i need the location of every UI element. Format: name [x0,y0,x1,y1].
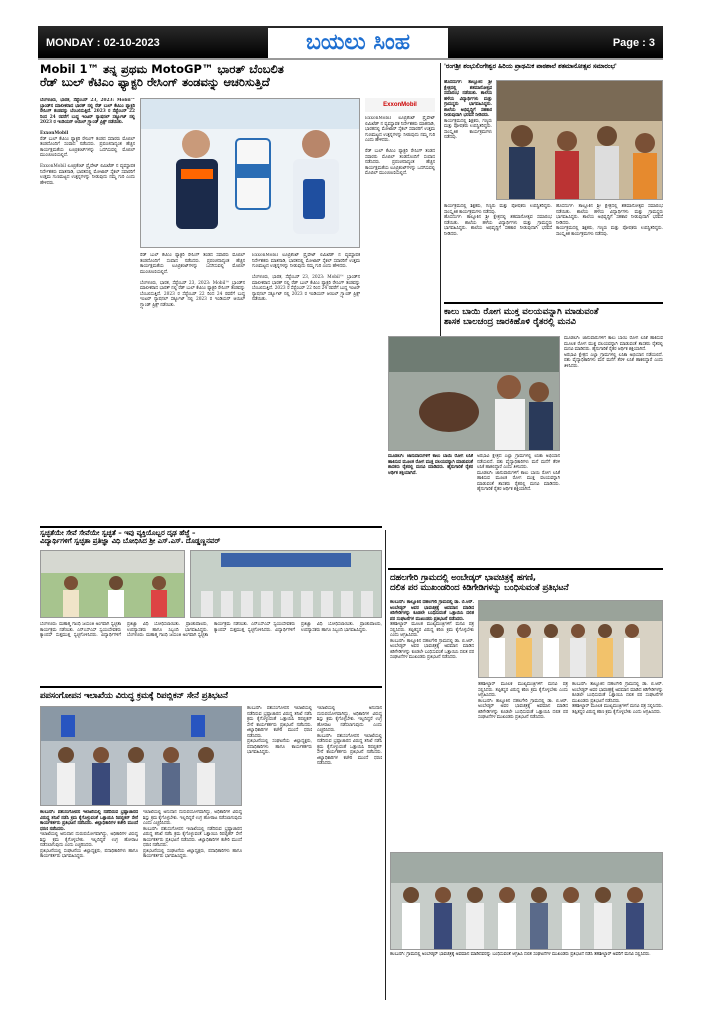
story4-headline-line2: ವಿದ್ಯಾರ್ಥಿಗಳಿಗೆ ಸ್ವಚ್ಛತಾ ಪ್ರತಿಜ್ಞಾ ವಿಧಿ ಬೋಧಿಸಿದ ಶ್ರೀ ಎಸ್.ಎಸ್. ದೊಡ್ಡಣ್ಣನವರ್ [40,536,221,545]
story3-headline [444,308,664,328]
story2-body-col1: ಹೊಸದುರ್ಗ: ತಾಲ್ಲೂಕಿನ ಶ್ರೀ ಕ್ಷೇತ್ರದಲ್ಲಿ ಶತಮಾನೋತ್ಸವ ಸಮಾರಂಭ ನಡೆಯಿತು. ಶಾಲೆಯ ಹಳೆಯ ವಿದ್ಯಾರ್ಥಿಗಳು ಮತ್ತು ಗ್ರಾಮಸ್ಥರು ಭಾಗವಹಿಸಿದ್ದರು. ಶಾಲೆಯ ಅಭಿವೃದ್ಧಿಗೆ ಸಹಕಾರ ನೀಡುವುದಾಗಿ ಭರವಸೆ ನೀಡಿದರು. ಕಾರ್ಯಕ್ರಮದಲ್ಲಿ ಶಿಕ್ಷಕರು, ಗಣ್ಯರು ಮತ್ತು ಪೋಷಕರು ಉಪಸ್ಥಿತರಿದ್ದರು. ಸಾಂಸ್ಕೃತಿಕ ಕಾರ್ಯಕ್ರಮಗಳು ನಡೆದವು. [444,80,492,140]
masthead [38,26,663,60]
story6-body-col1: ಕಲಬುರಗಿ: ಪಶುಸಂಗೋಪನ ಇಲಾಖೆಯಲ್ಲಿ ನಡೆದಿರುವ ಭ್ರಷ್ಟಾಚಾರದ ವಿರುದ್ಧ ತನಿಖೆ ನಡೆಸಿ ಕ್ರಮ ಕೈಗೊಳ್ಳುವಂತೆ ಒತ್ತಾಯಿಸಿ ರಿಪಬ್ಲಿಕನ್ ಸೇನೆ ಕಾರ್ಯಕರ್ತರು ಪ್ರತಿಭಟನೆ ನಡೆಸಿದರು. ಜಿಲ್ಲಾಧಿಕಾರಿಗಳ ಕಚೇರಿ ಮುಂದೆ ಧರಣಿ ನಡೆಸಿದರು. ಇಲಾಖೆಯಲ್ಲಿ ಅನುದಾನ ದುರುಪಯೋಗವಾಗಿದ್ದು, ಅಧಿಕಾರಿಗಳ ವಿರುದ್ಧ ಶಿಸ್ತು ಕ್ರಮ ಕೈಗೊಳ್ಳಬೇಕು. ಇಲ್ಲದಿದ್ದರೆ ಉಗ್ರ ಹೋರಾಟ ನಡೆಸಲಾಗುವುದು ಎಂದು ಎಚ್ಚರಿಸಿದರು. ಪ್ರತಿಭಟನೆಯಲ್ಲಿ ಸಂಘಟನೆಯ ಜಿಲ್ಲಾಧ್ಯಕ್ಷರು, ಪದಾಧಿಕಾರಿಗಳು ಹಾಗೂ ಕಾರ್ಯಕರ್ತರು ಭಾಗವಹಿಸಿದ್ದರು. [40,810,138,859]
story1-body-col1: ಬೆಂಗಳೂರು, ಭಾರತ, ಸೆಪ್ಟೆಂಬರ್ 23, 2023: Mobil™ ಬ್ರಾಂಡ್‌ನ ಮಾಲೀಕರಾದ ಭಾರತ್ ನಲ್ಲಿ ರೆಡ್ ಬುಲ್ ಕೆಟಿಎಂ ಫ್ಯಾಕ್ಟರಿ ರೇಸಿಂಗ್ ತಂಡವನ್ನು ಬೆಂಬಲಿಸುತ್ತಿದೆ. 2023 ರ ಸೆಪ್ಟೆಂಬರ್ 22 ರಿಂದ 24 ರವರೆಗೆ ಬುದ್ಧ ಇಂಟರ್ ನ್ಯಾಷನಲ್ ಸರ್ಕ್ಯೂಟ್ ನಲ್ಲಿ 2023 ರ ಇಂಡಿಯನ್ ಆಯಿಲ್ ಗ್ರ್ಯಾಂಡ್ ಪ್ರಿಕ್ಸ್ ನಡೆಯಿತು. ExxonMobil ರೆಡ್ ಬುಲ್ ಕೆಟಿಎಂ ಫ್ಯಾಕ್ಟರಿ ರೇಸಿಂಗ್ ತಂಡದ ಸವಾರರು ಮೊಬಿಲ್ ತಂಡದೊಂದಿಗೆ ಸಂವಾದ ನಡೆಸಿದರು. ಪ್ರಪಂಚದಾದ್ಯಂತ ಹೆಚ್ಚಿನ ಕಾರ್ಯಕ್ಷಮತೆಯ ಲೂಬ್ರಿಕಂಟ್‌ಗಳನ್ನು ಒದಗಿಸುವಲ್ಲಿ ಮೊಬಿಲ್ ಮುಂಚೂಣಿಯಲ್ಲಿದೆ. ExxonMobil ಲೂಬ್ರಿಕೆಂಟ್ ಪ್ರೈವೇಟ್ ಲಿಮಿಟೆಡ್ ನ ವ್ಯವಸ್ಥಾಪಕ ನಿರ್ದೇಶಕರು ಮಾತನಾಡಿ, ಭಾರತದಲ್ಲಿ ಮೋಟಾರ್ ಸೈಕಲ್ ಸವಾರರಿಗೆ ಉತ್ತಮ ಗುಣಮಟ್ಟದ ಉತ್ಪನ್ನಗಳನ್ನು ನೀಡುವುದು ನಮ್ಮ ಗುರಿ ಎಂದು ಹೇಳಿದರು. [40,98,135,186]
story1-body-col3: ExxonMobil ಲೂಬ್ರಿಕೆಂಟ್ ಪ್ರೈವೇಟ್ ಲಿಮಿಟೆಡ್ ನ ವ್ಯವಸ್ಥಾಪಕ ನಿರ್ದೇಶಕರು ಮಾತನಾಡಿ, ಭಾರತದಲ್ಲಿ ಮೋಟಾರ್ ಸೈಕಲ್ ಸವಾರರಿಗೆ ಉತ್ತಮ ಗುಣಮಟ್ಟದ ಉತ್ಪನ್ನಗಳನ್ನು ನೀಡುವುದು ನಮ್ಮ ಗುರಿ ಎಂದು ಹೇಳಿದರು. ಬೆಂಗಳೂರು, ಭಾರತ, ಸೆಪ್ಟೆಂಬರ್ 23, 2023: Mobil™ ಬ್ರಾಂಡ್‌ನ ಮಾಲೀಕರಾದ ಭಾರತ್ ನಲ್ಲಿ ರೆಡ್ ಬುಲ್ ಕೆಟಿಎಂ ಫ್ಯಾಕ್ಟರಿ ರೇಸಿಂಗ್ ತಂಡವನ್ನು ಬೆಂಬಲಿಸುತ್ತಿದೆ. 2023 ರ ಸೆಪ್ಟೆಂಬರ್ 22 ರಿಂದ 24 ರವರೆಗೆ ಬುದ್ಧ ಇಂಟರ್ ನ್ಯಾಷನಲ್ ಸರ್ಕ್ಯೂಟ್ ನಲ್ಲಿ 2023 ರ ಇಂಡಿಯನ್ ಆಯಿಲ್ ಗ್ರ್ಯಾಂಡ್ ಪ್ರಿಕ್ಸ್ ನಡೆಯಿತು. [252,253,360,302]
story6-body-col2: ಇಲಾಖೆಯಲ್ಲಿ ಅನುದಾನ ದುರುಪಯೋಗವಾಗಿದ್ದು, ಅಧಿಕಾರಿಗಳ ವಿರುದ್ಧ ಶಿಸ್ತು ಕ್ರಮ ಕೈಗೊಳ್ಳಬೇಕು. ಇಲ್ಲದಿದ್ದರೆ ಉಗ್ರ ಹೋರಾಟ ನಡೆಸಲಾಗುವುದು ಎಂದು ಎಚ್ಚರಿಸಿದರು. ಕಲಬುರಗಿ: ಪಶುಸಂಗೋಪನ ಇಲಾಖೆಯಲ್ಲಿ ನಡೆದಿರುವ ಭ್ರಷ್ಟಾಚಾರದ ವಿರುದ್ಧ ತನಿಖೆ ನಡೆಸಿ ಕ್ರಮ ಕೈಗೊಳ್ಳುವಂತೆ ಒತ್ತಾಯಿಸಿ ರಿಪಬ್ಲಿಕನ್ ಸೇನೆ ಕಾರ್ಯಕರ್ತರು ಪ್ರತಿಭಟನೆ ನಡೆಸಿದರು. ಜಿಲ್ಲಾಧಿಕಾರಿಗಳ ಕಚೇರಿ ಮುಂದೆ ಧರಣಿ ನಡೆಸಿದರು. ಪ್ರತಿಭಟನೆಯಲ್ಲಿ ಸಂಘಟನೆಯ ಜಿಲ್ಲಾಧ್ಯಕ್ಷರು, ಪದಾಧಿಕಾರಿಗಳು ಹಾಗೂ ಕಾರ್ಯಕರ್ತರು ಭಾಗವಹಿಸಿದ್ದರು. [143,810,242,859]
section-rule [40,526,382,528]
story6-body-col4: ಇಲಾಖೆಯಲ್ಲಿ ಅನುದಾನ ದುರುಪಯೋಗವಾಗಿದ್ದು, ಅಧಿಕಾರಿಗಳ ವಿರುದ್ಧ ಶಿಸ್ತು ಕ್ರಮ ಕೈಗೊಳ್ಳಬೇಕು. ಇಲ್ಲದಿದ್ದರೆ ಉಗ್ರ ಹೋರಾಟ ನಡೆಸಲಾಗುವುದು ಎಂದು ಎಚ್ಚರಿಸಿದರು. ಕಲಬುರಗಿ: ಪಶುಸಂಗೋಪನ ಇಲಾಖೆಯಲ್ಲಿ ನಡೆದಿರುವ ಭ್ರಷ್ಟಾಚಾರದ ವಿರುದ್ಧ ತನಿಖೆ ನಡೆಸಿ ಕ್ರಮ ಕೈಗೊಳ್ಳುವಂತೆ ಒತ್ತಾಯಿಸಿ ರಿಪಬ್ಲಿಕನ್ ಸೇನೆ ಕಾರ್ಯಕರ್ತರು ಪ್ರತಿಭಟನೆ ನಡೆಸಿದರು. ಜಿಲ್ಲಾಧಿಕಾರಿಗಳ ಕಚೇರಿ ಮುಂದೆ ಧರಣಿ ನಡೆಸಿದರು. [317,706,382,766]
exxonmobil-logo: ExxonMobil [365,98,435,112]
column-divider [440,63,441,343]
story3-headline-line2: ಶಾಸಕ ಬಾಲಚಂದ್ರ ಜಾರಕಿಹೊಳಿ ರೈತರಲ್ಲಿ ಮನವಿ [444,316,576,327]
story4-photo-left [40,550,185,618]
story1-headline [40,63,435,89]
story4-photo-right [190,550,382,618]
story4-body: ಬೆಂಗಳೂರು: ಮಹಾತ್ಮ ಗಾಂಧಿ ಜಯಂತಿ ಅಂಗವಾಗಿ ಸ್ವಚ್ಛತಾ ಕಾರ್ಯಕ್ರಮ ನಡೆಯಿತು. ಎನ್ಎಸ್ಎಸ್ ಸ್ವಯಂಸೇವಕರು ಕ್ಯಾಂಪಸ್ ಸುತ್ತಮುತ್ತ ಸ್ವಚ್ಛಗೊಳಿಸಿದರು. ವಿದ್ಯಾರ್ಥಿಗಳಿಗೆ ಪ್ರತಿಜ್ಞಾ ವಿಧಿ ಬೋಧಿಸಲಾಯಿತು. ಪ್ರಾಂಶುಪಾಲರು, ಉಪನ್ಯಾಸಕರು ಹಾಗೂ ಸಿಬ್ಬಂದಿ ಭಾಗವಹಿಸಿದ್ದರು. ಬೆಂಗಳೂರು: ಮಹಾತ್ಮ ಗಾಂಧಿ ಜಯಂತಿ ಅಂಗವಾಗಿ ಸ್ವಚ್ಛತಾ ಕಾರ್ಯಕ್ರಮ ನಡೆಯಿತು. ಎನ್ಎಸ್ಎಸ್ ಸ್ವಯಂಸೇವಕರು ಕ್ಯಾಂಪಸ್ ಸುತ್ತಮುತ್ತ ಸ್ವಚ್ಛಗೊಳಿಸಿದರು. ವಿದ್ಯಾರ್ಥಿಗಳಿಗೆ ಪ್ರತಿಜ್ಞಾ ವಿಧಿ ಬೋಧಿಸಲಾಯಿತು. ಪ್ರಾಂಶುಪಾಲರು, ಉಪನ್ಯಾಸಕರು ಹಾಗೂ ಸಿಬ್ಬಂದಿ ಭಾಗವಹಿಸಿದ್ದರು. [40,622,382,638]
story5-photo-bottom [390,852,663,950]
students-pledge-image [191,551,382,618]
story3-headline-line1: ಕಾಲು ಬಾಯಿ ರೋಗ ಮುಕ್ತ ವಲಯವನ್ನಾಗಿ ಮಾಡುವಂತೆ [444,307,599,317]
section-rule [388,568,663,570]
cleanliness-event-image [41,551,185,618]
story5-photo-top [478,600,663,678]
story5-caption: ಕಲಬುರಗಿ: ಗ್ರಾಮದಲ್ಲಿ ಅಂಬೇಡ್ಕರ್ ಭಾವಚಿತ್ರಕ್ಕೆ ಅವಮಾನ ಮಾಡಿದವರನ್ನು ಬಂಧಿಸುವಂತೆ ಆಗ್ರಹಿಸಿ ದಲಿತ ಸಂಘಟನೆಗಳ ಮುಖಂಡರು ಪ್ರತಿಭಟನೆ ನಡೆಸಿ ತಹಶೀಲ್ದಾರ್ ಅವರಿಗೆ ಮನವಿ ಸಲ್ಲಿಸಿದರು. [390,952,651,957]
story6-body-col3: ಕಲಬುರಗಿ: ಪಶುಸಂಗೋಪನ ಇಲಾಖೆಯಲ್ಲಿ ನಡೆದಿರುವ ಭ್ರಷ್ಟಾಚಾರದ ವಿರುದ್ಧ ತನಿಖೆ ನಡೆಸಿ ಕ್ರಮ ಕೈಗೊಳ್ಳುವಂತೆ ಒತ್ತಾಯಿಸಿ ರಿಪಬ್ಲಿಕನ್ ಸೇನೆ ಕಾರ್ಯಕರ್ತರು ಪ್ರತಿಭಟನೆ ನಡೆಸಿದರು. ಜಿಲ್ಲಾಧಿಕಾರಿಗಳ ಕಚೇರಿ ಮುಂದೆ ಧರಣಿ ನಡೆಸಿದರು. ಪ್ರತಿಭಟನೆಯಲ್ಲಿ ಸಂಘಟನೆಯ ಜಿಲ್ಲಾಧ್ಯಕ್ಷರು, ಪದಾಧಿಕಾರಿಗಳು ಹಾಗೂ ಕಾರ್ಯಕರ್ತರು ಭಾಗವಹಿಸಿದ್ದರು. [247,706,312,755]
mobil-promo-image [141,99,360,248]
story5-headline-line1: ದಹಲಗೇರಿ ಗ್ರಾಮದಲ್ಲಿ ಅಂಬೇಡ್ಕರ್ ಭಾವಚಿತ್ರಕ್ಕೆ ಹಗಣಿ, [390,572,536,582]
story5-body-col3: ಕಲಬುರಗಿ: ತಾಲ್ಲೂಕಿನ ದಹಲಗೇರಿ ಗ್ರಾಮದಲ್ಲಿ ಡಾ. ಬಿ.ಆರ್. ಅಂಬೇಡ್ಕರ್ ಅವರ ಭಾವಚಿತ್ರಕ್ಕೆ ಅವಮಾನ ಮಾಡಿದ ಕಿಡಿಗೇಡಿಗಳನ್ನು ಕೂಡಲೇ ಬಂಧಿಸುವಂತೆ ಒತ್ತಾಯಿಸಿ ದಲಿತ ಪರ ಸಂಘಟನೆಗಳ ಮುಖಂಡರು ಪ್ರತಿಭಟನೆ ನಡೆಸಿದರು. ತಹಶೀಲ್ದಾರ್ ಮೂಲಕ ಮುಖ್ಯಮಂತ್ರಿಗಳಿಗೆ ಮನವಿ ಪತ್ರ ಸಲ್ಲಿಸಿದರು. ತಪ್ಪಿತಸ್ಥರ ವಿರುದ್ಧ ಕಠಿಣ ಕ್ರಮ ಕೈಗೊಳ್ಳಬೇಕು ಎಂದು ಆಗ್ರಹಿಸಿದರು. [572,682,663,715]
protest-image [41,707,242,806]
story2-photo [496,80,663,200]
cattle-vaccination-image [389,337,560,451]
story3-photo [388,336,560,451]
column-divider [385,530,386,1000]
story3-body-col1: ಮೂಡಲಗಿ: ಜಾನುವಾರುಗಳಿಗೆ ಕಾಲು ಬಾಯಿ ರೋಗ ಲಸಿಕೆ ಹಾಕಿಸುವ ಮೂಲಕ ರೋಗ ಮುಕ್ತ ವಲಯವನ್ನಾಗಿ ಮಾಡುವಂತೆ ಶಾಸಕರು ರೈತರಲ್ಲಿ ಮನವಿ ಮಾಡಿದರು. ಹೈನುಗಾರಿಕೆ ರೈತರ ಆರ್ಥಿಕ ಶಕ್ತಿಯಾಗಿದೆ. ಅರಭಾವಿ ಕ್ಷೇತ್ರದ ಎಲ್ಲಾ ಗ್ರಾಮಗಳಲ್ಲಿ ಲಸಿಕಾ ಅಭಿಯಾನ ನಡೆಯಲಿದೆ. ಪಶು ವೈದ್ಯಾಧಿಕಾರಿಗಳು ಮನೆ ಮನೆಗೆ ತೆರಳಿ ಲಸಿಕೆ ಹಾಕಲಿದ್ದಾರೆ ಎಂದು ತಿಳಿಸಿದರು. [564,336,663,369]
issue-date: MONDAY : 02-10-2023 [46,37,160,49]
newspaper-page [30,18,671,1008]
newspaper-title: ಬಯಲು ಸಿಂಹ [268,28,448,58]
story2-body-col3: ಹೊಸದುರ್ಗ: ತಾಲ್ಲೂಕಿನ ಶ್ರೀ ಕ್ಷೇತ್ರದಲ್ಲಿ ಶತಮಾನೋತ್ಸವ ಸಮಾರಂಭ ನಡೆಯಿತು. ಶಾಲೆಯ ಹಳೆಯ ವಿದ್ಯಾರ್ಥಿಗಳು ಮತ್ತು ಗ್ರಾಮಸ್ಥರು ಭಾಗವಹಿಸಿದ್ದರು. ಶಾಲೆಯ ಅಭಿವೃದ್ಧಿಗೆ ಸಹಕಾರ ನೀಡುವುದಾಗಿ ಭರವಸೆ ನೀಡಿದರು. ಕಾರ್ಯಕ್ರಮದಲ್ಲಿ ಶಿಕ್ಷಕರು, ಗಣ್ಯರು ಮತ್ತು ಪೋಷಕರು ಉಪಸ್ಥಿತರಿದ್ದರು. ಸಾಂಸ್ಕೃತಿಕ ಕಾರ್ಯಕ್ರಮಗಳು ನಡೆದವು. [556,204,663,237]
story2-headline: 'ರಂಗಶ್ರೀ ಶಂಭುಲಿಂಗೇಶ್ವರ ಹಿರಿಯ ಪ್ರಾಥಮಿಕ ಪಾಠಶಾಲೆ ಶತಮಾನೋತ್ಸವ ಸಮಾರಂಭ' [444,63,617,70]
story6-headline: ಪಪಸಂಗೋಪನ ಇಲಾಖೆಯ ವಿರುದ್ಧ ಕ್ರಮಕ್ಕೆ ರಿಪಬ್ಲಿಕನ್ ಸೇನೆ ಪ್ರತಿಭಟನೆ [40,690,228,700]
school-event-image [497,81,663,200]
story5-headline-line2: ದಲಿತ ಪರ ಮುಖಂಡರಿಂದ ಕಿಡಿಗೇಡಿಗಳನ್ನು ಬಂಧಿಸುವಂತೆ ಪ್ರತಿಭಟನೆ [390,581,569,592]
story3-body-col3: ಅರಭಾವಿ ಕ್ಷೇತ್ರದ ಎಲ್ಲಾ ಗ್ರಾಮಗಳಲ್ಲಿ ಲಸಿಕಾ ಅಭಿಯಾನ ನಡೆಯಲಿದೆ. ಪಶು ವೈದ್ಯಾಧಿಕಾರಿಗಳು ಮನೆ ಮನೆಗೆ ತೆರಳಿ ಲಸಿಕೆ ಹಾಕಲಿದ್ದಾರೆ ಎಂದು ತಿಳಿಸಿದರು. ಮೂಡಲಗಿ: ಜಾನುವಾರುಗಳಿಗೆ ಕಾಲು ಬಾಯಿ ರೋಗ ಲಸಿಕೆ ಹಾಕಿಸುವ ಮೂಲಕ ರೋಗ ಮುಕ್ತ ವಲಯವನ್ನಾಗಿ ಮಾಡುವಂತೆ ಶಾಸಕರು ರೈತರಲ್ಲಿ ಮನವಿ ಮಾಡಿದರು. ಹೈನುಗಾರಿಕೆ ರೈತರ ಆರ್ಥಿಕ ಶಕ್ತಿಯಾಗಿದೆ. [477,454,560,492]
story6-photo [40,706,242,806]
story1-body-col2: ರೆಡ್ ಬುಲ್ ಕೆಟಿಎಂ ಫ್ಯಾಕ್ಟರಿ ರೇಸಿಂಗ್ ತಂಡದ ಸವಾರರು ಮೊಬಿಲ್ ತಂಡದೊಂದಿಗೆ ಸಂವಾದ ನಡೆಸಿದರು. ಪ್ರಪಂಚದಾದ್ಯಂತ ಹೆಚ್ಚಿನ ಕಾರ್ಯಕ್ಷಮತೆಯ ಲೂಬ್ರಿಕಂಟ್‌ಗಳನ್ನು ಒದಗಿಸುವಲ್ಲಿ ಮೊಬಿಲ್ ಮುಂಚೂಣಿಯಲ್ಲಿದೆ. ಬೆಂಗಳೂರು, ಭಾರತ, ಸೆಪ್ಟೆಂಬರ್ 23, 2023: Mobil™ ಬ್ರಾಂಡ್‌ನ ಮಾಲೀಕರಾದ ಭಾರತ್ ನಲ್ಲಿ ರೆಡ್ ಬುಲ್ ಕೆಟಿಎಂ ಫ್ಯಾಕ್ಟರಿ ರೇಸಿಂಗ್ ತಂಡವನ್ನು ಬೆಂಬಲಿಸುತ್ತಿದೆ. 2023 ರ ಸೆಪ್ಟೆಂಬರ್ 22 ರಿಂದ 24 ರವರೆಗೆ ಬುದ್ಧ ಇಂಟರ್ ನ್ಯಾಷನಲ್ ಸರ್ಕ್ಯೂಟ್ ನಲ್ಲಿ 2023 ರ ಇಂಡಿಯನ್ ಆಯಿಲ್ ಗ್ರ್ಯಾಂಡ್ ಪ್ರಿಕ್ಸ್ ನಡೆಯಿತು. [140,253,245,308]
story1-subhead: ExxonMobil [40,131,69,136]
section-rule [40,686,382,688]
section-rule [444,302,663,304]
story1-body-col4: ExxonMobil ಲೂಬ್ರಿಕೆಂಟ್ ಪ್ರೈವೇಟ್ ಲಿಮಿಟೆಡ್ ನ ವ್ಯವಸ್ಥಾಪಕ ನಿರ್ದೇಶಕರು ಮಾತನಾಡಿ, ಭಾರತದಲ್ಲಿ ಮೋಟಾರ್ ಸೈಕಲ್ ಸವಾರರಿಗೆ ಉತ್ತಮ ಗುಣಮಟ್ಟದ ಉತ್ಪನ್ನಗಳನ್ನು ನೀಡುವುದು ನಮ್ಮ ಗುರಿ ಎಂದು ಹೇಳಿದರು. ರೆಡ್ ಬುಲ್ ಕೆಟಿಎಂ ಫ್ಯಾಕ್ಟರಿ ರೇಸಿಂಗ್ ತಂಡದ ಸವಾರರು ಮೊಬಿಲ್ ತಂಡದೊಂದಿಗೆ ಸಂವಾದ ನಡೆಸಿದರು. ಪ್ರಪಂಚದಾದ್ಯಂತ ಹೆಚ್ಚಿನ ಕಾರ್ಯಕ್ಷಮತೆಯ ಲೂಬ್ರಿಕಂಟ್‌ಗಳನ್ನು ಒದಗಿಸುವಲ್ಲಿ ಮೊಬಿಲ್ ಮುಂಚೂಣಿಯಲ್ಲಿದೆ. [365,116,435,176]
story3-body-col2: ಮೂಡಲಗಿ: ಜಾನುವಾರುಗಳಿಗೆ ಕಾಲು ಬಾಯಿ ರೋಗ ಲಸಿಕೆ ಹಾಕಿಸುವ ಮೂಲಕ ರೋಗ ಮುಕ್ತ ವಲಯವನ್ನಾಗಿ ಮಾಡುವಂತೆ ಶಾಸಕರು ರೈತರಲ್ಲಿ ಮನವಿ ಮಾಡಿದರು. ಹೈನುಗಾರಿಕೆ ರೈತರ ಆರ್ಥಿಕ ಶಕ್ತಿಯಾಗಿದೆ. [388,454,473,476]
story1-headline-line2: ರೆಡ್ ಬುಲ್ ಕೆಟಿಎಂ ಫ್ಯಾಕ್ಟರಿ ರೇಸಿಂಗ್ ತಂಡವನ್ನು ಆಚರಿಸುತ್ತಿದೆ [40,75,270,90]
dalit-protest-image [479,601,663,678]
story5-headline [390,573,663,592]
story4-headline [40,530,382,546]
story5-body-col1: ಕಲಬುರಗಿ: ತಾಲ್ಲೂಕಿನ ದಹಲಗೇರಿ ಗ್ರಾಮದಲ್ಲಿ ಡಾ. ಬಿ.ಆರ್. ಅಂಬೇಡ್ಕರ್ ಅವರ ಭಾವಚಿತ್ರಕ್ಕೆ ಅವಮಾನ ಮಾಡಿದ ಕಿಡಿಗೇಡಿಗಳನ್ನು ಕೂಡಲೇ ಬಂಧಿಸುವಂತೆ ಒತ್ತಾಯಿಸಿ ದಲಿತ ಪರ ಸಂಘಟನೆಗಳ ಮುಖಂಡರು ಪ್ರತಿಭಟನೆ ನಡೆಸಿದರು. ತಹಶೀಲ್ದಾರ್ ಮೂಲಕ ಮುಖ್ಯಮಂತ್ರಿಗಳಿಗೆ ಮನವಿ ಪತ್ರ ಸಲ್ಲಿಸಿದರು. ತಪ್ಪಿತಸ್ಥರ ವಿರುದ್ಧ ಕಠಿಣ ಕ್ರಮ ಕೈಗೊಳ್ಳಬೇಕು ಎಂದು ಆಗ್ರಹಿಸಿದರು. ಕಲಬುರಗಿ: ತಾಲ್ಲೂಕಿನ ದಹಲಗೇರಿ ಗ್ರಾಮದಲ್ಲಿ ಡಾ. ಬಿ.ಆರ್. ಅಂಬೇಡ್ಕರ್ ಅವರ ಭಾವಚಿತ್ರಕ್ಕೆ ಅವಮಾನ ಮಾಡಿದ ಕಿಡಿಗೇಡಿಗಳನ್ನು ಕೂಡಲೇ ಬಂಧಿಸುವಂತೆ ಒತ್ತಾಯಿಸಿ ದಲಿತ ಪರ ಸಂಘಟನೆಗಳ ಮುಖಂಡರು ಪ್ರತಿಭಟನೆ ನಡೆಸಿದರು. [390,600,474,660]
story1-headline-line1: Mobil 1™ ತನ್ನ ಪ್ರಥಮ MotoGP™ ಭಾರತ್ ಬೆಂಬಲಿತ [40,62,284,76]
story5-body-col2: ತಹಶೀಲ್ದಾರ್ ಮೂಲಕ ಮುಖ್ಯಮಂತ್ರಿಗಳಿಗೆ ಮನವಿ ಪತ್ರ ಸಲ್ಲಿಸಿದರು. ತಪ್ಪಿತಸ್ಥರ ವಿರುದ್ಧ ಕಠಿಣ ಕ್ರಮ ಕೈಗೊಳ್ಳಬೇಕು ಎಂದು ಆಗ್ರಹಿಸಿದರು. ಕಲಬುರಗಿ: ತಾಲ್ಲೂಕಿನ ದಹಲಗೇರಿ ಗ್ರಾಮದಲ್ಲಿ ಡಾ. ಬಿ.ಆರ್. ಅಂಬೇಡ್ಕರ್ ಅವರ ಭಾವಚಿತ್ರಕ್ಕೆ ಅವಮಾನ ಮಾಡಿದ ಕಿಡಿಗೇಡಿಗಳನ್ನು ಕೂಡಲೇ ಬಂಧಿಸುವಂತೆ ಒತ್ತಾಯಿಸಿ ದಲಿತ ಪರ ಸಂಘಟನೆಗಳ ಮುಖಂಡರು ಪ್ರತಿಭಟನೆ ನಡೆಸಿದರು. [478,682,568,720]
story1-photo [140,98,360,248]
memorandum-submission-image [391,853,663,950]
story2-body-col2: ಕಾರ್ಯಕ್ರಮದಲ್ಲಿ ಶಿಕ್ಷಕರು, ಗಣ್ಯರು ಮತ್ತು ಪೋಷಕರು ಉಪಸ್ಥಿತರಿದ್ದರು. ಸಾಂಸ್ಕೃತಿಕ ಕಾರ್ಯಕ್ರಮಗಳು ನಡೆದವು. ಹೊಸದುರ್ಗ: ತಾಲ್ಲೂಕಿನ ಶ್ರೀ ಕ್ಷೇತ್ರದಲ್ಲಿ ಶತಮಾನೋತ್ಸವ ಸಮಾರಂಭ ನಡೆಯಿತು. ಶಾಲೆಯ ಹಳೆಯ ವಿದ್ಯಾರ್ಥಿಗಳು ಮತ್ತು ಗ್ರಾಮಸ್ಥರು ಭಾಗವಹಿಸಿದ್ದರು. ಶಾಲೆಯ ಅಭಿವೃದ್ಧಿಗೆ ಸಹಕಾರ ನೀಡುವುದಾಗಿ ಭರವಸೆ ನೀಡಿದರು. [444,204,552,237]
page-number: Page : 3 [612,37,655,49]
story4-headline-line1: ಸ್ವಚ್ಛತೆಯೇ ಸೇವೆ ಸೇವೆಯೇ ಸ್ವಚ್ಛತೆ – ಇವು ವ್ಯಕ್ತಿಯೊಬ್ಬರ ದೃಢ ಹೆಜ್ಜೆ – [40,529,196,537]
